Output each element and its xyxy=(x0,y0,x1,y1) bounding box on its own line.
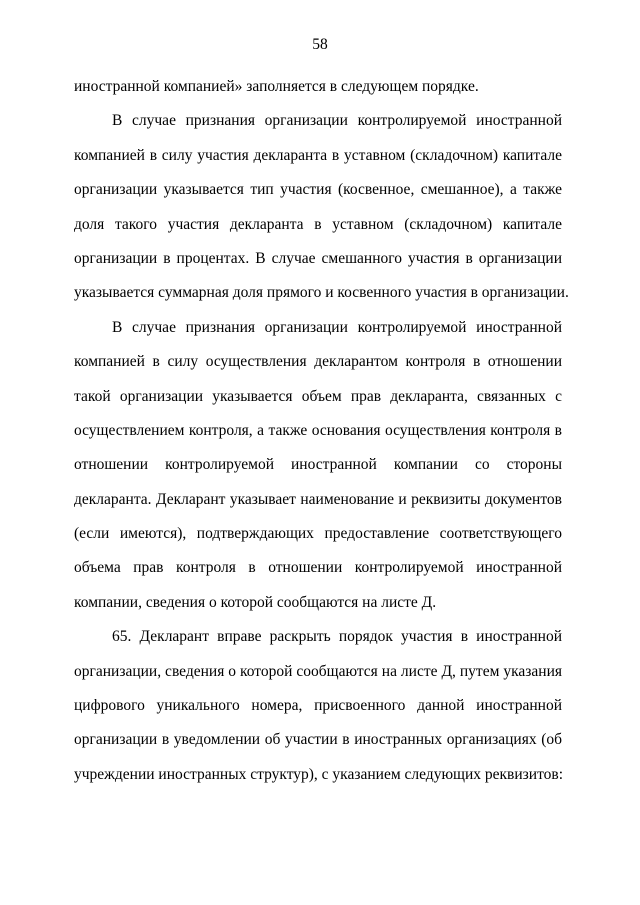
text-line: объема прав контроля в отношении контролируемой иностранной xyxy=(74,559,562,577)
paragraph xyxy=(74,104,569,310)
text-line: цифрового уникального номера, присвоенного данной иностранной xyxy=(74,697,562,715)
paragraph xyxy=(74,70,562,104)
text-line: декларанта. Декларант указывает наименование и реквизиты документов xyxy=(74,490,562,508)
text-line: отношении контролируемой иностранной компании со стороны xyxy=(74,456,562,474)
text-line: организации указывается тип участия (косвенное, смешанное), а также xyxy=(74,181,562,199)
text-line: компании, сведения о которой сообщаются на листе Д. xyxy=(74,593,437,611)
text-line: 65. Декларант вправе раскрыть порядок участия в иностранной xyxy=(112,628,562,646)
text-line: указывается суммарная доля прямого и косвенного участия в организации. xyxy=(74,284,569,302)
text-line: компанией в силу участия декларанта в уставном (складочном) капитале xyxy=(74,146,562,164)
paragraph xyxy=(74,620,562,792)
text-line: учреждении иностранных структур), с указанием следующих реквизитов: xyxy=(74,765,564,783)
text-line: компанией в силу осуществления декларантом контроля в отношении xyxy=(74,353,562,371)
text-line: организации в процентах. В случае смешанного участия в организации xyxy=(74,249,562,267)
text-line: доля такого участия декларанта в уставном (складочном) капитале xyxy=(74,215,562,233)
text-line: (если имеются), подтверждающих предоставление соответствующего xyxy=(74,525,562,543)
page-number: 58 xyxy=(312,36,328,53)
text-line: такой организации указывается объем прав декларанта, связанных с xyxy=(74,387,562,405)
text-line: иностранной компанией» заполняется в следующем порядке. xyxy=(74,78,479,95)
text-line: В случае признания организации контролируемой иностранной xyxy=(112,318,562,336)
paragraph xyxy=(74,311,562,621)
text-line: организации в уведомлении об участии в иностранных организациях (об xyxy=(74,731,562,749)
text-line: В случае признания организации контролируемой иностранной xyxy=(112,112,562,130)
text-line: осуществлением контроля, а также основания осуществления контроля в xyxy=(74,421,562,439)
text-line: организации, сведения о которой сообщаются на листе Д, путем указания xyxy=(74,662,562,680)
document-body xyxy=(74,70,569,792)
